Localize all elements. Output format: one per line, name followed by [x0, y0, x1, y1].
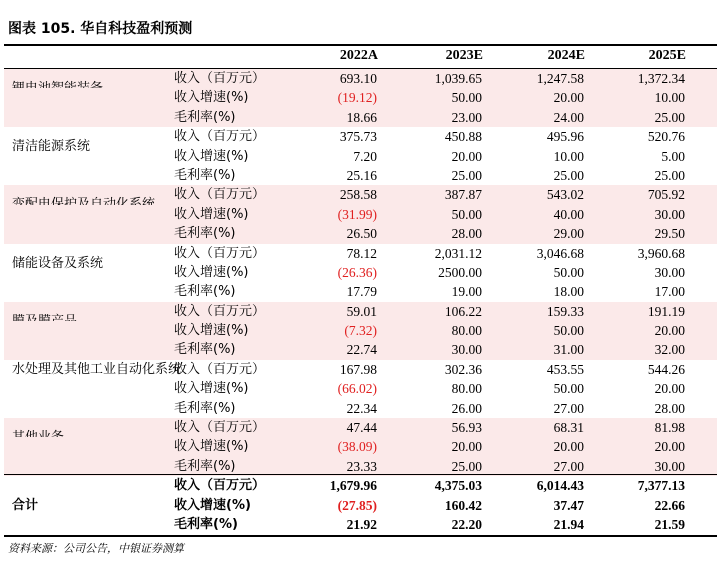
- metric-label: 收入增速(%): [174, 148, 249, 164]
- value-cell: 1,372.34: [637, 71, 685, 86]
- value-cell: 50.00: [553, 381, 584, 397]
- header-2023e: 2023E: [445, 48, 483, 63]
- metric-label: 收入（百万元）: [174, 129, 266, 145]
- total-row: [4, 515, 717, 535]
- segment-name: 清洁能源系统: [12, 139, 91, 155]
- value-cell: 258.58: [339, 187, 377, 203]
- value-cell: 22.20: [451, 517, 482, 533]
- value-cell: 28.00: [451, 226, 482, 242]
- value-cell: 29.50: [654, 226, 685, 242]
- value-cell: 495.96: [546, 129, 584, 145]
- value-cell: 20.00: [451, 148, 482, 164]
- value-cell: 24.00: [553, 109, 584, 125]
- metric-label: 收入（百万元）: [174, 71, 266, 86]
- metric-label: 收入（百万元）: [174, 303, 266, 319]
- value-cell: 160.42: [444, 497, 482, 513]
- value-cell: (7.32): [344, 323, 377, 339]
- table-row: [4, 321, 717, 340]
- value-cell: 20.00: [451, 439, 482, 455]
- value-cell: 22.74: [346, 342, 377, 358]
- table-row: [4, 379, 717, 398]
- value-cell: 453.55: [546, 361, 584, 377]
- value-cell: 30.00: [654, 206, 685, 222]
- metric-label: 收入增速(%): [174, 497, 251, 513]
- value-cell: 159.33: [546, 303, 584, 319]
- value-cell: 18.66: [346, 109, 377, 125]
- value-cell: 543.02: [546, 187, 584, 203]
- value-cell: 450.88: [444, 129, 482, 145]
- metric-label: 收入增速(%): [174, 264, 249, 280]
- metric-label: 收入增速(%): [174, 381, 249, 397]
- table-row: [4, 340, 717, 359]
- value-cell: 50.00: [553, 264, 584, 280]
- table-row: [4, 224, 717, 243]
- value-cell: 705.92: [647, 187, 685, 203]
- value-cell: 80.00: [451, 323, 482, 339]
- value-cell: 10.00: [654, 90, 685, 106]
- table-row: [4, 244, 717, 271]
- value-cell: (19.12): [337, 90, 377, 106]
- total-label: 合计: [12, 497, 39, 513]
- value-cell: 544.26: [647, 361, 685, 377]
- value-cell: 20.00: [654, 439, 685, 455]
- metric-label: 收入（百万元）: [174, 361, 266, 377]
- value-cell: (27.85): [337, 497, 377, 513]
- metric-label: 毛利率(%): [174, 517, 238, 533]
- value-cell: 106.22: [444, 303, 482, 319]
- value-cell: 19.00: [451, 284, 482, 300]
- value-cell: 25.16: [346, 167, 377, 183]
- table-row: [4, 166, 717, 185]
- value-cell: 50.00: [451, 206, 482, 222]
- total-row: [4, 496, 717, 516]
- metric-label: 收入增速(%): [174, 439, 249, 455]
- total-row: [4, 476, 717, 496]
- value-cell: 59.01: [346, 303, 377, 319]
- value-cell: 81.98: [654, 420, 685, 436]
- value-cell: 29.00: [553, 226, 584, 242]
- value-cell: 167.98: [339, 361, 377, 377]
- value-cell: 1,247.58: [536, 71, 584, 86]
- value-cell: 520.76: [647, 129, 685, 145]
- value-cell: 80.00: [451, 381, 482, 397]
- table-row: [4, 108, 717, 127]
- table-row: [4, 263, 717, 282]
- value-cell: (66.02): [337, 381, 377, 397]
- value-cell: 20.00: [654, 323, 685, 339]
- metric-label: 毛利率(%): [174, 109, 236, 125]
- value-cell: (31.99): [337, 206, 377, 222]
- table-row: [4, 360, 717, 379]
- value-cell: 78.12: [346, 245, 377, 261]
- total-rows: [4, 476, 717, 535]
- metric-label: 收入增速(%): [174, 206, 249, 222]
- metric-label: 收入增速(%): [174, 90, 249, 106]
- table-row: [4, 205, 717, 224]
- metric-label: 毛利率(%): [174, 342, 236, 358]
- metric-label: 毛利率(%): [174, 400, 236, 416]
- value-cell: 10.00: [553, 148, 584, 164]
- value-cell: 2,031.12: [434, 245, 482, 261]
- table-row: [4, 282, 717, 301]
- value-cell: 17.79: [346, 284, 377, 300]
- value-cell: 21.59: [654, 517, 685, 533]
- value-cell: 4,375.03: [434, 478, 482, 493]
- metric-label: 毛利率(%): [174, 226, 236, 242]
- value-cell: 7,377.13: [637, 478, 685, 493]
- value-cell: 17.00: [654, 284, 685, 300]
- value-cell: 23.33: [346, 458, 377, 474]
- table-row: [4, 437, 717, 456]
- value-cell: 21.92: [346, 517, 377, 533]
- header-2024e: 2024E: [547, 48, 585, 63]
- table-row: [4, 399, 717, 418]
- value-cell: 1,039.65: [434, 71, 482, 86]
- value-cell: 22.66: [654, 497, 685, 513]
- total-rule: [4, 474, 717, 475]
- value-cell: 6,014.43: [536, 478, 584, 493]
- value-cell: 50.00: [451, 90, 482, 106]
- value-cell: 30.00: [654, 458, 685, 474]
- value-cell: 32.00: [654, 342, 685, 358]
- value-cell: 50.00: [553, 323, 584, 339]
- metric-label: 收入（百万元）: [174, 478, 266, 493]
- value-cell: (26.36): [337, 264, 377, 280]
- value-cell: 693.10: [339, 71, 377, 86]
- value-cell: 30.00: [451, 342, 482, 358]
- header-2025e: 2025E: [648, 48, 686, 63]
- top-rule: [4, 44, 717, 46]
- value-cell: 26.00: [451, 400, 482, 416]
- value-cell: 37.47: [553, 497, 584, 513]
- table-title: 图表 105. 华自科技盈利预测: [8, 21, 193, 37]
- metric-label: 收入（百万元）: [174, 245, 266, 261]
- metric-label: 收入增速(%): [174, 323, 249, 339]
- segment-rows: [4, 69, 717, 476]
- value-cell: 56.93: [451, 420, 482, 436]
- metric-label: 收入（百万元）: [174, 420, 266, 436]
- value-cell: 25.00: [451, 458, 482, 474]
- metric-label: 毛利率(%): [174, 284, 236, 300]
- value-cell: (38.09): [337, 439, 377, 455]
- segment-name: 储能设备及系统: [12, 255, 104, 271]
- value-cell: 27.00: [553, 400, 584, 416]
- table-row: [4, 127, 717, 155]
- value-cell: 387.87: [444, 187, 482, 203]
- table-row: [4, 147, 717, 166]
- value-cell: 302.36: [444, 361, 482, 377]
- value-cell: 23.00: [451, 109, 482, 125]
- value-cell: 3,960.68: [637, 245, 685, 261]
- value-cell: 28.00: [654, 400, 685, 416]
- metric-label: 收入（百万元）: [174, 187, 266, 203]
- value-cell: 25.00: [654, 167, 685, 183]
- source-note: 资料来源：公司公告，中银证券测算: [8, 542, 184, 555]
- value-cell: 25.00: [553, 167, 584, 183]
- metric-label: 毛利率(%): [174, 167, 236, 183]
- value-cell: 7.20: [353, 148, 377, 164]
- header-2022a: 2022A: [339, 48, 378, 63]
- value-cell: 21.94: [553, 517, 584, 533]
- value-cell: 20.00: [553, 439, 584, 455]
- table-row: [4, 88, 717, 107]
- table-row: [4, 69, 717, 88]
- value-cell: 20.00: [654, 381, 685, 397]
- value-cell: 22.34: [346, 400, 377, 416]
- value-cell: 1,679.96: [329, 478, 377, 493]
- value-cell: 191.19: [647, 303, 685, 319]
- value-cell: 18.00: [553, 284, 584, 300]
- value-cell: 68.31: [553, 420, 584, 436]
- value-cell: 30.00: [654, 264, 685, 280]
- bottom-rule: [4, 535, 717, 537]
- value-cell: 47.44: [346, 420, 377, 436]
- value-cell: 5.00: [661, 148, 685, 164]
- value-cell: 25.00: [654, 109, 685, 125]
- value-cell: 375.73: [339, 129, 377, 145]
- value-cell: 25.00: [451, 167, 482, 183]
- value-cell: 40.00: [553, 206, 584, 222]
- segment-name: 水处理及其他工业自动化系统: [12, 361, 182, 377]
- table-row: [4, 418, 717, 437]
- table-row: [4, 302, 717, 321]
- table-row: [4, 185, 717, 204]
- metric-label: 毛利率(%): [174, 458, 236, 474]
- value-cell: 20.00: [553, 90, 584, 106]
- value-cell: 27.00: [553, 458, 584, 474]
- value-cell: 31.00: [553, 342, 584, 358]
- value-cell: 2500.00: [438, 264, 482, 280]
- value-cell: 26.50: [346, 226, 377, 242]
- value-cell: 3,046.68: [536, 245, 584, 261]
